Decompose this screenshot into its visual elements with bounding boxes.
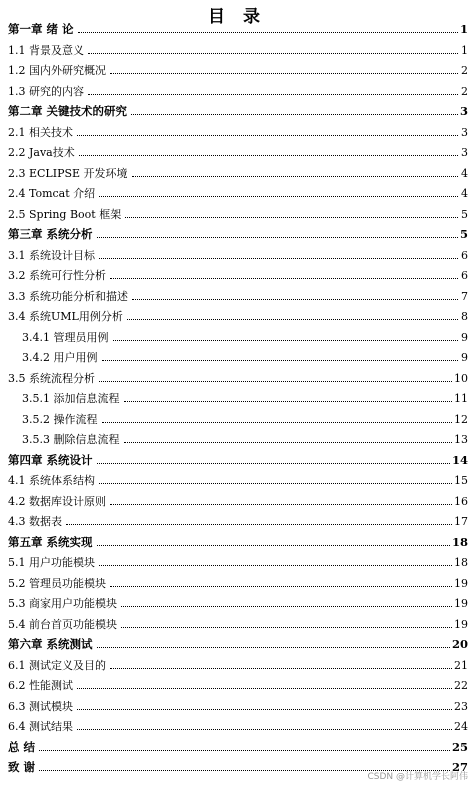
toc-entry-page: 20 [451, 637, 468, 651]
toc-entry[interactable] [8, 39, 468, 57]
toc-leader-dots [102, 421, 453, 423]
toc-leader-dots [97, 236, 458, 238]
toc-leader-dots [113, 339, 459, 341]
toc-entry[interactable] [8, 59, 468, 77]
toc-entry-page: 24 [454, 720, 468, 733]
toc-entry-label: 3.5.3 删除信息流程 [22, 433, 120, 446]
toc-leader-dots [99, 195, 458, 197]
toc-entry-page: 18 [451, 534, 468, 549]
toc-entry[interactable] [8, 572, 468, 590]
toc-leader-dots [97, 646, 450, 648]
toc-entry-page: 1 [461, 43, 468, 57]
toc-leader-dots [131, 113, 458, 115]
toc-leader-dots [110, 277, 458, 279]
toc-entry-label: 5.1 用户功能模块 [8, 556, 95, 569]
toc-entry-label: 第四章 系统设计 [8, 452, 93, 467]
toc-entry-page: 9 [461, 330, 468, 344]
toc-entry[interactable] [8, 203, 468, 221]
toc-leader-dots [125, 216, 458, 218]
toc-entry[interactable] [8, 367, 468, 385]
toc-chapter-entry[interactable] [8, 18, 468, 36]
toc-entry-label: 2.5 Spring Boot 框架 [8, 207, 122, 221]
toc-entry-page: 4 [461, 187, 468, 200]
toc-entry-page: 14 [451, 452, 468, 467]
toc-leader-dots [88, 93, 458, 95]
toc-entry-page: 12 [454, 412, 468, 426]
toc-entry[interactable] [22, 387, 468, 405]
toc-entry-label: 第五章 系统实现 [8, 534, 93, 549]
toc-leader-dots [77, 708, 452, 710]
toc-leader-dots [97, 544, 450, 546]
toc-entry-label: 总 结 [8, 739, 36, 754]
toc-entry-label: 2.2 Java技术 [8, 146, 75, 159]
toc-leader-dots [132, 298, 458, 300]
toc-entry-label: 6.1 测试定义及目的 [8, 658, 106, 672]
toc-entry[interactable] [8, 551, 468, 569]
toc-entry-label: 4.1 系统体系结构 [8, 474, 95, 487]
toc-entry-page: 18 [454, 556, 468, 569]
toc-leader-dots [110, 667, 452, 669]
toc-entry-page: 7 [461, 289, 468, 303]
toc-entry[interactable] [8, 244, 468, 262]
toc-entry-page: 5 [461, 207, 468, 221]
toc-entry[interactable] [8, 141, 468, 159]
toc-chapter-entry[interactable] [8, 223, 468, 241]
toc-leader-dots [39, 749, 450, 751]
toc-entry[interactable] [8, 264, 468, 282]
toc-entry-label: 1.3 研究的内容 [8, 84, 84, 98]
toc-entry-label: 5.3 商家用户功能模块 [8, 597, 117, 610]
toc-entry-page: 13 [454, 433, 468, 446]
toc-entry-label: 3.1 系统设计目标 [8, 248, 95, 262]
toc-entry-label: 3.5 系统流程分析 [8, 371, 95, 385]
toc-leader-dots [110, 585, 452, 587]
toc-leader-dots [97, 462, 450, 464]
toc-leader-dots [102, 359, 459, 361]
toc-entry-label: 第二章 关键技术的研究 [8, 104, 128, 118]
toc-entry-page: 17 [454, 515, 468, 528]
toc-title: 目 录 [208, 7, 266, 27]
toc-entry-label: 3.4 系统UML用例分析 [8, 310, 123, 323]
toc-entry-label: 致 谢 [8, 760, 36, 774]
toc-entry-label: 5.2 管理员功能模块 [8, 576, 106, 590]
toc-leader-dots [78, 31, 458, 33]
toc-leader-dots [99, 257, 458, 259]
toc-entry[interactable] [8, 121, 468, 139]
toc-entry-page: 19 [454, 576, 468, 590]
toc-leader-dots [124, 441, 453, 443]
toc-entry-page: 9 [461, 351, 468, 364]
toc-leader-dots [99, 564, 452, 566]
toc-entry[interactable] [22, 326, 468, 344]
toc-chapter-entry[interactable] [8, 100, 468, 118]
toc-entry-label: 3.2 系统可行性分析 [8, 269, 106, 282]
toc-entry-page: 2 [461, 64, 468, 77]
toc-entry-label: 2.1 相关技术 [8, 125, 73, 139]
toc-entry-label: 6.2 性能测试 [8, 679, 73, 692]
toc-entry[interactable] [8, 592, 468, 610]
toc-entry-label: 第一章 绪 论 [8, 22, 74, 36]
toc-leader-dots [110, 503, 452, 505]
toc-entry-label: 第三章 系统分析 [8, 227, 93, 241]
toc-entry-label: 1.2 国内外研究概况 [8, 64, 106, 77]
toc-entry[interactable] [8, 613, 468, 631]
toc-entry-page: 19 [454, 597, 468, 610]
toc-entry[interactable] [8, 715, 468, 733]
toc-entry[interactable] [8, 469, 468, 487]
toc-entry-label: 3.4.1 管理员用例 [22, 330, 109, 344]
toc-leader-dots [99, 380, 452, 382]
toc-entry[interactable] [8, 674, 468, 692]
toc-leader-dots [77, 687, 452, 689]
toc-entry-page: 27 [451, 760, 468, 774]
toc-entry-page: 2 [461, 84, 468, 98]
toc-leader-dots [99, 482, 452, 484]
toc-entry-page: 16 [454, 494, 468, 508]
toc-entry-page: 5 [459, 227, 468, 241]
toc-leader-dots [127, 318, 458, 320]
toc-entry-page: 3 [461, 125, 468, 139]
toc-leader-dots [110, 72, 458, 74]
toc-leader-dots [121, 626, 452, 628]
toc-entry-page: 22 [454, 679, 468, 692]
toc-entry-page: 6 [461, 269, 468, 282]
toc-entry[interactable] [8, 654, 468, 672]
toc-entry-page: 19 [454, 617, 468, 631]
toc-entry-label: 1.1 背景及意义 [8, 43, 84, 57]
toc-entry-page: 21 [454, 658, 468, 672]
toc-entry-label: 4.3 数据表 [8, 515, 62, 528]
toc-leader-dots [121, 605, 452, 607]
toc-leader-dots [66, 523, 452, 525]
toc-entry-page: 25 [451, 739, 468, 754]
toc-entry[interactable] [22, 408, 468, 426]
toc-chapter-entry[interactable] [8, 736, 468, 754]
toc-chapter-entry[interactable] [8, 449, 468, 467]
toc-leader-dots [77, 134, 458, 136]
toc-entry-page: 6 [461, 248, 468, 262]
toc-entry-label: 6.3 测试模块 [8, 699, 73, 713]
toc-entry[interactable] [8, 80, 468, 98]
toc-leader-dots [124, 400, 453, 402]
toc-leader-dots [79, 154, 458, 156]
toc-entry[interactable] [8, 162, 468, 180]
toc-entry-page: 15 [454, 474, 468, 487]
toc-entry-label: 2.3 ECLIPSE 开发环境 [8, 166, 128, 180]
toc-entry-label: 3.5.1 添加信息流程 [22, 392, 120, 405]
toc-entry[interactable] [8, 510, 468, 528]
toc-entry[interactable] [8, 490, 468, 508]
toc-entry[interactable] [8, 182, 468, 200]
toc-chapter-entry[interactable] [8, 531, 468, 549]
toc-entry[interactable] [8, 695, 468, 713]
toc-leader-dots [132, 175, 458, 177]
toc-entry-label: 3.4.2 用户用例 [22, 351, 98, 364]
toc-entry-label: 4.2 数据库设计原则 [8, 494, 106, 508]
toc-leader-dots [88, 52, 458, 54]
toc-entry-page: 8 [461, 310, 468, 323]
toc-entry-page: 3 [461, 146, 468, 159]
toc-entry-page: 10 [454, 371, 468, 385]
toc-entry-page: 11 [454, 392, 468, 405]
toc-entry[interactable] [22, 428, 468, 446]
toc-entry[interactable] [22, 346, 468, 364]
toc-entry-label: 6.4 测试结果 [8, 720, 73, 733]
toc-entry-label: 5.4 前台首页功能模块 [8, 617, 117, 631]
toc-entry[interactable] [8, 305, 468, 323]
toc-entry-page: 3 [459, 104, 468, 118]
toc-entry-page: 4 [461, 166, 468, 180]
toc-entry[interactable] [8, 285, 468, 303]
toc-entry-label: 2.4 Tomcat 介绍 [8, 187, 96, 200]
toc-entry-page: 1 [459, 22, 468, 36]
csdn-watermark: CSDN @计算机学长阿伟 [367, 772, 468, 782]
toc-entry-label: 3.5.2 操作流程 [22, 412, 98, 426]
toc-entry-page: 23 [454, 699, 468, 713]
toc-leader-dots [77, 728, 452, 730]
toc-chapter-entry[interactable] [8, 633, 468, 651]
toc-entry-label: 第六章 系统测试 [8, 637, 93, 651]
toc-entry-label: 3.3 系统功能分析和描述 [8, 289, 128, 303]
